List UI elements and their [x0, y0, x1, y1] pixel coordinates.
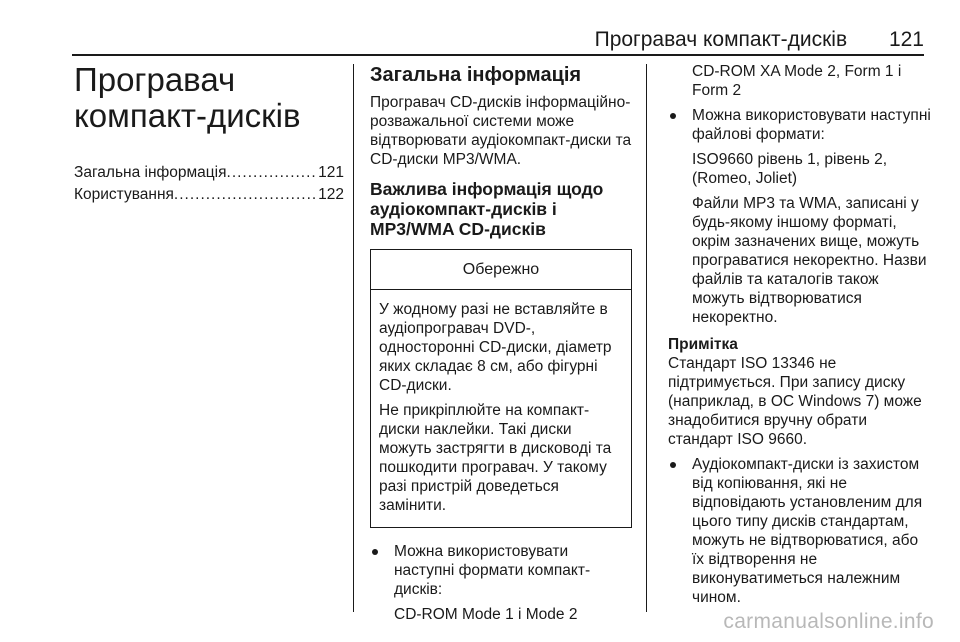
- bullet-icon: [670, 462, 676, 468]
- intro-paragraph: Програвач CD-дисків інформаційно-розважальної системи може відтворювати аудіокомпакт-диски та CD-диски MP3/WMA.: [370, 94, 632, 168]
- caution-box: [370, 249, 632, 528]
- format-item: Файли MP3 та WMA, записані у будь-якому іншому форматі, окрім зазначених вище, можуть програватися некоректно. Назви файлів та каталогів також можуть відтворюватися некоректно.: [692, 195, 927, 326]
- bullet-item: [668, 106, 932, 327]
- toc-entry-page: 122: [318, 186, 344, 203]
- bullet-icon: [372, 549, 378, 555]
- column-divider-2: [646, 64, 647, 612]
- toc-leader: [227, 162, 319, 184]
- format-item: ISO9660 рівень 1, рівень 2, (Romeo, Joliet): [692, 151, 888, 187]
- caution-paragraph: Не прикріплюйте на компакт-диски наклейки. Такі диски можуть застрягти в дисководі та пошкодити програвач. У такому разі пристрій доведеться замінити.: [379, 402, 612, 514]
- chapter-title: Програвач компакт-дисків: [74, 61, 301, 134]
- running-title: Програвач компакт-дисків: [594, 28, 848, 51]
- section-title: Загальна інформація: [370, 64, 582, 86]
- bullet-text: Аудіокомпакт-диски із захистом від копіювання, які не відповідають установленим для цього типу дисків стандартам, можуть не відтворюватися, або їх відтворення не виконуватиметься належним чином.: [692, 456, 923, 606]
- note-text: Стандарт ISO 13346 не підтримується. При запису диску (наприклад, в ОС Windows 7) може знадобитися вручну обрати стандарт ISO 9660.: [668, 355, 922, 448]
- toc-entry-usage[interactable]: [74, 184, 344, 206]
- column-divider-1: [353, 64, 354, 612]
- bullet-icon: [670, 113, 676, 119]
- content-column-2: [668, 62, 932, 613]
- toc-entry-general[interactable]: [74, 162, 344, 184]
- bullet-text: Можна використовувати наступні файлові формати:: [692, 107, 931, 143]
- content-column-1: [370, 62, 632, 630]
- toc-entry-title: Користування: [74, 186, 174, 203]
- caution-paragraph: У жодному разі не вставляйте в аудіопрогравач DVD-, односторонні CD-диски, діаметр яких складає 8 см, або фігурні CD-диски.: [379, 301, 612, 394]
- bullet-text: Можна використовувати наступні формати компакт-дисків:: [394, 543, 591, 598]
- toc-entry-page: 121: [318, 164, 344, 181]
- note-title: Примітка: [668, 336, 738, 353]
- running-header: [560, 28, 924, 52]
- format-item: CD-ROM XA Mode 2, Form 1 і Form 2: [692, 63, 902, 99]
- chapter-column: [74, 56, 344, 206]
- page-number: 121: [888, 28, 924, 51]
- bullet-item: [668, 455, 932, 607]
- toc-leader: [174, 184, 318, 206]
- toc-entry-title: Загальна інформація: [74, 164, 227, 181]
- bullet-item: [370, 542, 632, 624]
- caution-title: Обережно: [371, 250, 631, 290]
- caution-body: [371, 290, 631, 527]
- subsection-title: Важлива інформація щодо аудіокомпакт-дисків і MP3/WMA CD-дисків: [370, 179, 604, 239]
- format-item: CD-ROM Mode 1 і Mode 2: [394, 606, 578, 623]
- watermark: carmanualsonline.info: [723, 610, 934, 633]
- bullet-continuation: [668, 62, 932, 100]
